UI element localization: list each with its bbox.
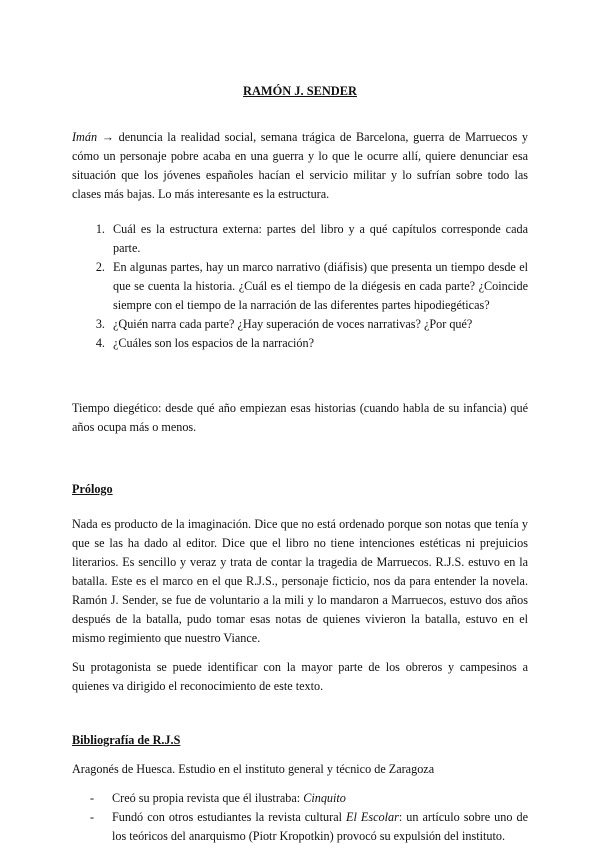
bibliografia-item: [108, 808, 528, 846]
magazine-title: Cinquito: [303, 791, 346, 805]
bibliografia-item-text: Creó su propia revista que él ilustraba:: [112, 791, 304, 805]
intro-paragraph: [72, 128, 528, 204]
question-item: 1. Cuál es la estructura externa: partes del libro y a qué capítulos corresponde cada parte.: [108, 220, 528, 258]
diegetic-time-paragraph: Tiempo diegético: desde qué año empiezan esas historias (cuando habla de su infancia) qué años ocupa más o menos.: [72, 401, 528, 434]
bibliografia-heading: Bibliografía de R.J.S: [72, 733, 181, 747]
document-title: RAMÓN J. SENDER: [243, 84, 357, 98]
prologo-paragraph-1: Nada es producto de la imaginación. Dice que no está ordenado porque son notas que tenía y que se las ha dado al editor. Dice que el libro no tiene intenciones estéticas ni prejuicios literarios. Es sencillo y veraz y trata de contar la tragedia de Marruecos. R.J.S. estuvo en la batalla. Este es el marco en el que R.J.S., personaje ficticio, nos da para entender la novela. Ramón J. Sender, se fue de voluntario a la mili y lo mandaron a Marruecos, estuvo dos años después de la batalla, pudo tomar esas notas de quienes vivieron la batalla, estuvo en el mismo regimiento que nuestro Viance.: [72, 517, 528, 645]
bibliografia-item-text: : un artículo sobre uno de los teóricos del anarquismo (Piotr Kropotkin) provocó su expulsión del instituto.: [112, 810, 528, 843]
magazine-title: El Escolar: [346, 810, 399, 824]
arrow-glyph: →: [97, 130, 119, 144]
question-item: 3. ¿Quién narra cada parte? ¿Hay superación de voces narrativas? ¿Por qué?: [108, 315, 528, 334]
intro-text: denuncia la realidad social, semana trágica de Barcelona, guerra de Marruecos y cómo un personaje pobre acaba en una guerra y lo que le ocurre allí, quiere denunciar esa situación que los jóvenes españoles hacían el servicio militar y lo sufrían sobre todo las clases más bajas. Lo más interesante es la estructura.: [72, 130, 529, 201]
bibliografia-intro: Aragonés de Huesca. Estudio en el instituto general y técnico de Zaragoza: [72, 762, 435, 776]
question-item: 4. ¿Cuáles son los espacios de la narración?: [108, 334, 528, 353]
prologo-heading: Prólogo: [72, 482, 113, 496]
bibliografia-item-text: Fundó con otros estudiantes la revista cultural: [112, 810, 347, 824]
bibliografia-list: [72, 789, 528, 846]
questions-list: [72, 220, 528, 353]
bibliografia-item: [108, 789, 528, 808]
question-item: 2. En algunas partes, hay un marco narrativo (diáfisis) que presenta un tiempo desde el que se cuenta la historia. ¿Cuál es el tiempo de la diégesis en cada parte? ¿Coincide siempre con el tiempo de la narración de las diferentes partes hipodiegéticas?: [108, 258, 528, 315]
prologo-paragraph-2: Su protagonista se puede identificar con la mayor parte de los obreros y campesinos a quienes va dirigido el reconocimiento de este texto.: [72, 660, 528, 693]
book-title: Imán: [72, 130, 98, 144]
